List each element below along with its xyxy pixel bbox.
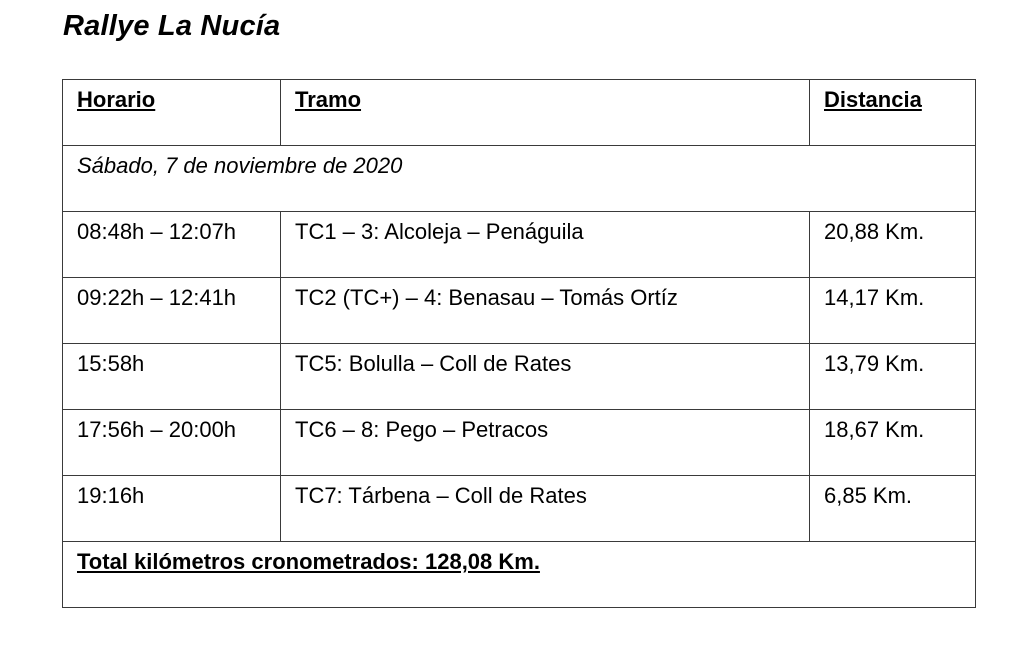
table-header-row: [63, 80, 976, 146]
cell-tramo: TC5: Bolulla – Coll de Rates: [281, 344, 810, 410]
cell-distancia: 20,88 Km.: [810, 212, 976, 278]
total-row: [63, 542, 976, 608]
header-tramo: Tramo: [281, 80, 810, 146]
cell-tramo: TC6 – 8: Pego – Petracos: [281, 410, 810, 476]
document-title: Rallye La Nucía: [63, 10, 281, 42]
cell-distancia: 6,85 Km.: [810, 476, 976, 542]
cell-tramo: TC1 – 3: Alcoleja – Penáguila: [281, 212, 810, 278]
cell-distancia: 14,17 Km.: [810, 278, 976, 344]
cell-tramo: TC2 (TC+) – 4: Benasau – Tomás Ortíz: [281, 278, 810, 344]
header-horario: Horario: [63, 80, 281, 146]
table-row: [63, 212, 976, 278]
cell-horario: 08:48h – 12:07h: [63, 212, 281, 278]
cell-distancia: 13,79 Km.: [810, 344, 976, 410]
rally-schedule-table: [62, 79, 976, 608]
cell-horario: 17:56h – 20:00h: [63, 410, 281, 476]
table-row: [63, 410, 976, 476]
cell-horario: 15:58h: [63, 344, 281, 410]
table-row: [63, 278, 976, 344]
header-distancia: Distancia: [810, 80, 976, 146]
cell-tramo: TC7: Tárbena – Coll de Rates: [281, 476, 810, 542]
table-row: [63, 344, 976, 410]
cell-horario: 19:16h: [63, 476, 281, 542]
total-distance: Total kilómetros cronometrados: 128,08 Km.: [63, 542, 976, 608]
cell-distancia: 18,67 Km.: [810, 410, 976, 476]
table-row: [63, 476, 976, 542]
day-row: [63, 146, 976, 212]
cell-horario: 09:22h – 12:41h: [63, 278, 281, 344]
day-label: Sábado, 7 de noviembre de 2020: [63, 146, 976, 212]
